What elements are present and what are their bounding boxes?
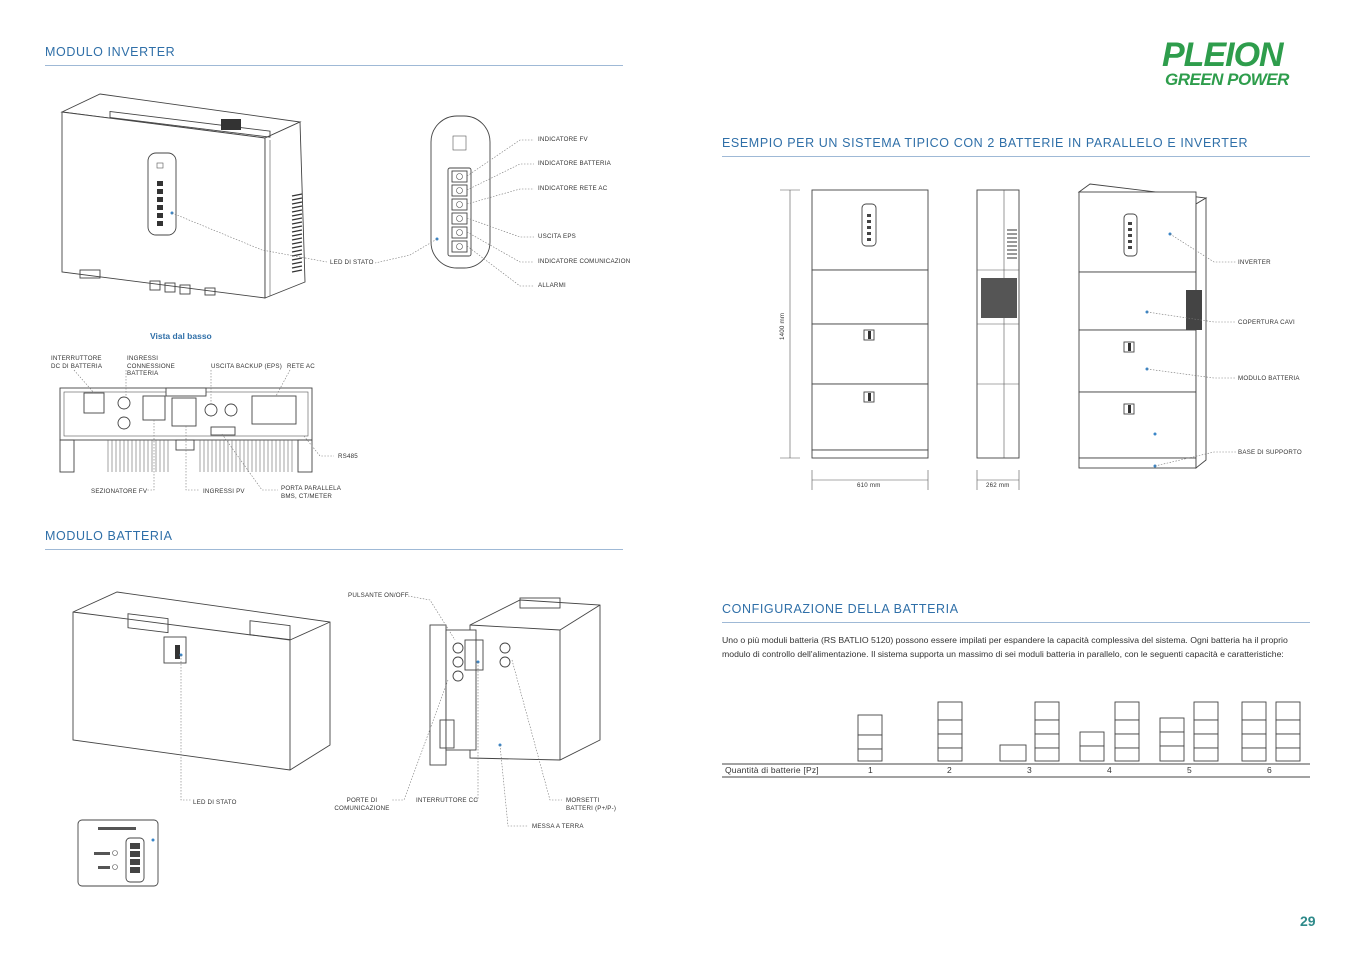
- callout-support-base: BASE DI SUPPORTO: [1238, 449, 1302, 456]
- battery-terminals-label: MORSETTI BATTERI (P+/P-): [566, 797, 617, 812]
- config-qty-3: 3: [1027, 765, 1032, 775]
- dimension-height: 1400 mm: [779, 312, 786, 340]
- section-title-system: ESEMPIO PER UN SISTEMA TIPICO CON 2 BATTERIE IN PARALLELO E INVERTER: [722, 136, 1249, 150]
- config-qty-4: 4: [1107, 765, 1112, 775]
- pv-inputs-label: INGRESSI PV: [203, 488, 245, 495]
- ac-grid-label: RETE AC: [287, 363, 315, 370]
- page-number: 29: [1300, 913, 1316, 929]
- section-title-inverter: MODULO INVERTER: [45, 45, 176, 59]
- dimension-width: 610 mm: [857, 482, 881, 489]
- battery-inputs-label: INGRESSI CONNESSIONE BATTERIA: [127, 355, 175, 377]
- dc-switch-label: INTERRUTTORE DC DI BATTERIA: [51, 355, 103, 370]
- brand-logo-subtitle: GREEN POWER: [1165, 70, 1289, 89]
- indicator-eps-label: USCITA EPS: [538, 233, 576, 240]
- comm-ports-label: PORTE DI COMUNICAZIONE: [334, 797, 390, 812]
- ground-label: MESSA A TERRA: [532, 823, 584, 830]
- pv-disconnector-label: SEZIONATORE FV: [91, 488, 148, 495]
- section-title-config: CONFIGURAZIONE DELLA BATTERIA: [722, 602, 959, 616]
- config-qty-5: 5: [1187, 765, 1192, 775]
- config-qty-2: 2: [947, 765, 952, 775]
- rs485-label: RS485: [338, 453, 358, 460]
- indicator-pv-label: INDICATORE FV: [538, 136, 588, 143]
- config-paragraph: Uno o più moduli batteria (RS BATLIO 5120) possono essere impilati per espandere la capacità complessiva del sistema. Ogni batteria ha il proprio modulo di controllo dell'alimentazione. Il sistema supporta un massimo di sei moduli batteria in parallelo, con le seguenti capacità e caratteristiche:: [722, 635, 1288, 659]
- section-title-battery: MODULO BATTERIA: [45, 529, 173, 543]
- brand-logo: PLEION: [1162, 36, 1283, 74]
- config-qty-1: 1: [868, 765, 873, 775]
- callout-inverter: INVERTER: [1238, 259, 1271, 266]
- battery-led-label: LED DI STATO: [193, 799, 237, 806]
- indicator-comm-label: INDICATORE COMUNICAZION: [538, 258, 631, 265]
- led-status-label: LED DI STATO: [330, 259, 374, 266]
- callout-cable-cover: COPERTURA CAVI: [1238, 319, 1295, 326]
- indicator-ac-grid-label: INDICATORE RETE AC: [538, 185, 608, 192]
- config-qty-6: 6: [1267, 765, 1272, 775]
- power-button-label: PULSANTE ON/OFF: [348, 592, 409, 599]
- bottom-view-title: Vista dal basso: [150, 331, 212, 341]
- indicator-alarm-label: ALLARMI: [538, 282, 566, 289]
- parallel-port-label: PORTA PARALLELA BMS, CT/METER: [281, 485, 341, 500]
- indicator-battery-label: INDICATORE BATTERIA: [538, 160, 611, 167]
- dimension-depth: 262 mm: [986, 482, 1010, 489]
- config-row-label: Quantità di batterie [Pz]: [725, 765, 819, 775]
- backup-output-label: USCITA BACKUP (EPS): [211, 363, 282, 370]
- callout-battery-module: MODULO BATTERIA: [1238, 375, 1300, 382]
- battery-dc-switch-label: INTERRUTTORE CC: [416, 797, 479, 804]
